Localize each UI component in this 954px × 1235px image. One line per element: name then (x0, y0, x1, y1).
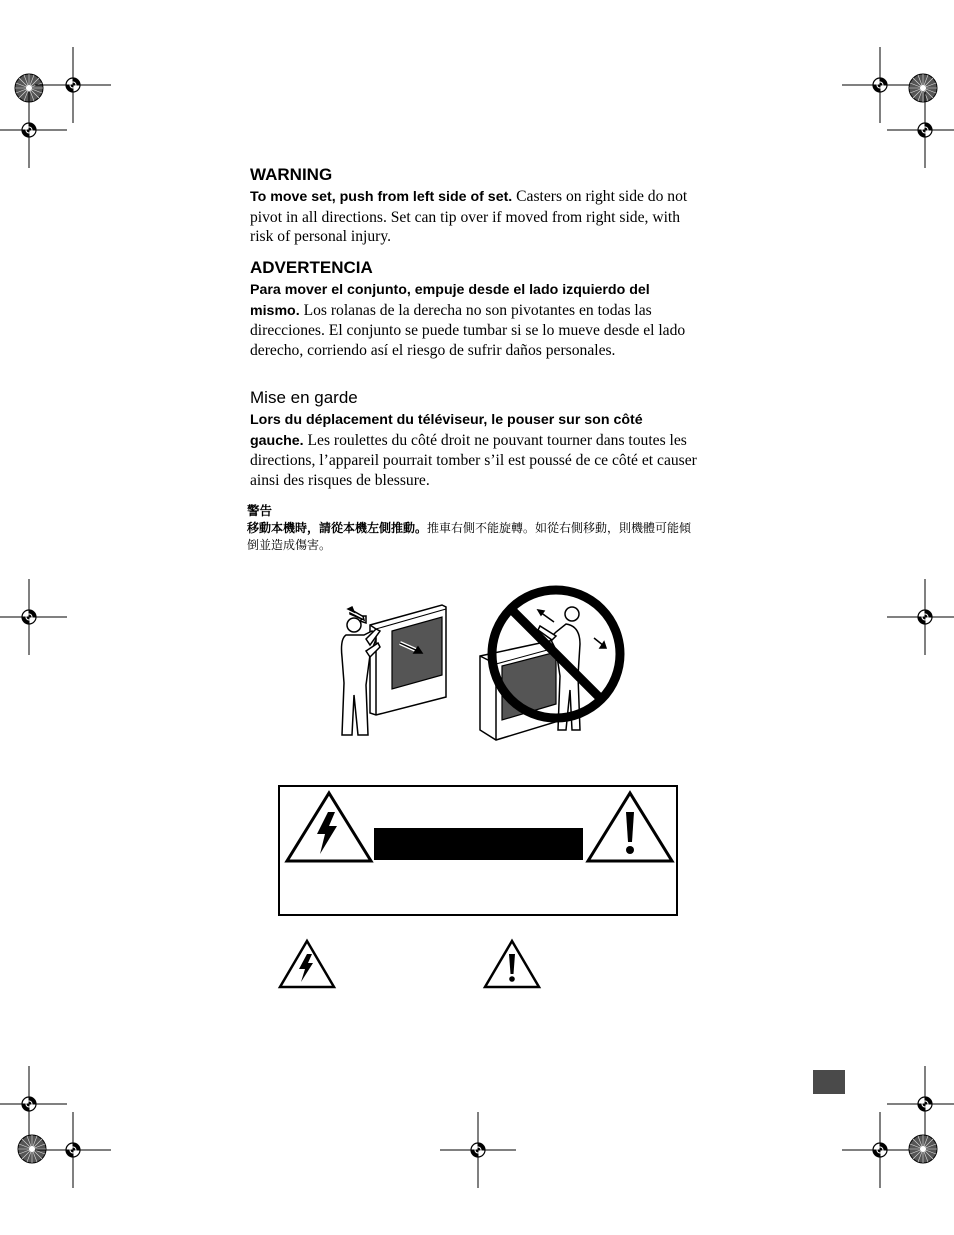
mise-en-garde-body: Les roulettes du côté droit ne pouvant tourner dans toutes les directions, l’appareil pourrait tomber s’il est poussé de ce côté et causer ainsi des risques de blessure. (250, 431, 697, 489)
warning-lead: To move set, push from left side of set. (250, 189, 513, 205)
mise-en-garde-heading: Mise en garde (250, 388, 358, 407)
chinese-warning-text (247, 520, 697, 554)
exclamation-symbol-icon (482, 938, 542, 990)
chinese-warning-lead: 移動本機時，請從本機左側推動。 (247, 521, 428, 535)
crop-mark-mid-left (0, 579, 67, 655)
crop-mark-top-right (842, 47, 954, 168)
advertencia-section (250, 258, 700, 360)
advertencia-lead: Para mover el conjunto, empuje desde el lado izquierdo del mismo. (250, 282, 650, 319)
chinese-warning-body: 推車右側不能旋轉。如從右側移動，則機體可能傾倒並造成傷害。 (247, 521, 692, 552)
page-section-tab (813, 1070, 845, 1094)
mise-en-garde-lead: Lors du déplacement du téléviseur, le pouser sur son côté gauche. (250, 412, 643, 449)
warning-body: Casters on right side do not pivot in all directions. Set can tip over if moved from right side, with risk of personal injury. (250, 188, 688, 246)
push-from-right-prohibited-illustration (470, 580, 630, 745)
crop-mark-bottom-right (842, 1066, 954, 1188)
lightning-warning-icon (284, 790, 374, 864)
lightning-symbol-icon (277, 938, 337, 990)
advertencia-body: Los rolanas de la derecha no son pivotantes en todas las direcciones. El conjunto se puede tumbar si se lo mueve desde el lado derecho, corriendo así el riesgo de sufrir daños personales. (250, 301, 686, 359)
warning-section (250, 165, 700, 247)
chinese-warning-heading: 警告 (247, 503, 273, 518)
push-from-left-illustration (330, 595, 470, 745)
chinese-warning-section (247, 502, 697, 554)
advertencia-heading: ADVERTENCIA (250, 258, 373, 277)
crop-mark-bottom-center (440, 1112, 516, 1188)
crop-mark-bottom-left (0, 1066, 111, 1188)
mise-en-garde-section (250, 388, 700, 490)
mise-en-garde-text (250, 410, 700, 490)
exclamation-warning-icon (585, 790, 675, 864)
crop-mark-top-left (0, 47, 111, 168)
warning-heading: WARNING (250, 165, 333, 184)
caution-title-bar (374, 828, 583, 860)
warning-text (250, 187, 700, 247)
crop-mark-mid-right (887, 579, 954, 655)
advertencia-text (250, 280, 700, 360)
